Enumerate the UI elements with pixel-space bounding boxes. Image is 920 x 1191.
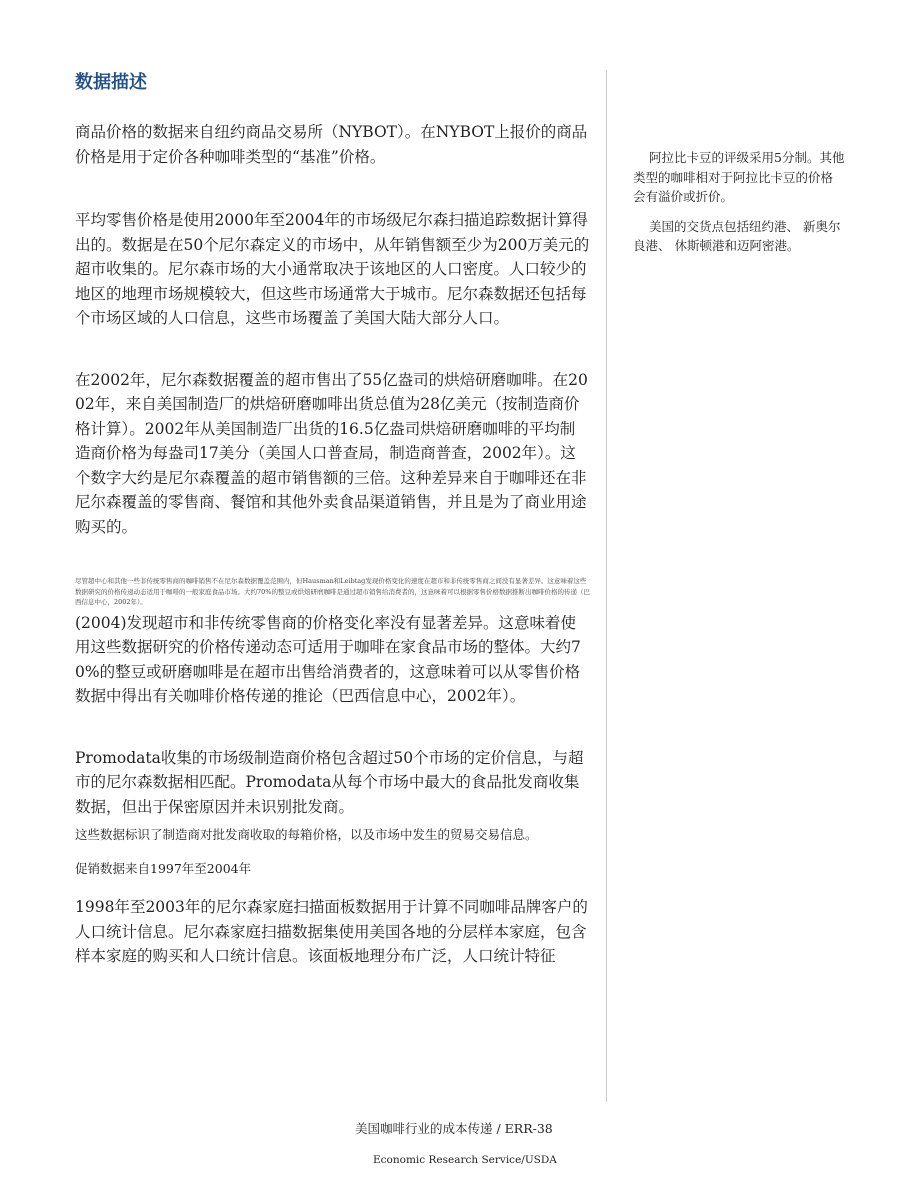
paragraph-household-panel: 1998年至2003年的尼尔森家庭扫描面板数据用于计算不同咖啡品牌客户的人口统计信息。尼尔森家庭扫描数据集使用美国各地的分层样本家庭，包含样本家庭的购买和人口统计信息。该面板地理分布广泛，人口统计特征	[75, 898, 588, 965]
paragraph-price-change: (2004)发现超市和非传统零售商的价格变化率没有显著差异。这意味着使用这些数据研究的价格传递动态可适用于咖啡在家食品市场的整体。大约70%的整豆或研磨咖啡是在超市出售给消费者的，这意味着可以从零售价格数据中得出有关咖啡价格传递的推论（巴西信息中心，2002年）。	[75, 613, 581, 705]
footer-report-title: 美国咖啡行业的成本传递 / ERR-38	[355, 1121, 553, 1136]
paragraph-promodata: Promodata收集的市场级制造商价格包含超过50个市场的定价信息，与超市的尼尔森数据相匹配。Promodata从每个市场中最大的食品批发商收集数据，但出于保密原因并未识别批发商。	[75, 748, 584, 816]
footnote: 尽管超中心和其他一些非传统零售商的咖啡销售不在尼尔森数据覆盖范围内，但Hausman和Leibtag发现价格变化的速度在超市和非传统零售商之间没有显著差异。这意味着这些数据研究的价格传递动态适用于咖啡的一般家庭食品市场。大约70%的整豆或烘焙研磨咖啡是通过超市销售给消费者的，这意味着可以根据零售价格数据推断出咖啡价格的传递（巴西信息中心，2002年）。	[75, 577, 590, 606]
column-divider	[606, 70, 607, 1102]
paragraph-coverage: 在2002年，尼尔森数据覆盖的超市售出了55亿盎司的烘焙研磨咖啡。在2002年，来自美国制造厂的烘焙研磨咖啡出货总值为28亿美元（按制造商价格计算）。2002年从美国制造厂出货的16.5亿盎司烘焙研磨咖啡的平均制造商价格为每盎司17美分（美国人口普查局，制造商普查，2002年）。这个数字大约是尼尔森覆盖的超市销售额的三倍。这种差异来自于咖啡还在非尼尔森覆盖的零售商、餐馆和其他外卖食品渠道销售，并且是为了商业用途购买的。	[75, 370, 588, 536]
paragraph-retail-prices: 平均零售价格是使用2000年至2004年的市场级尼尔森扫描追踪数据计算得出的。数据是在50个尼尔森定义的市场中，从年销售额至少为200万美元的超市收集的。尼尔森市场的大小通常取决于该地区的人口密度。人口较少的地区的地理市场规模较大，但这些市场通常大于城市。尼尔森数据还包括每个市场区域的人口信息，这些市场覆盖了美国大陆大部分人口。	[75, 211, 590, 327]
section-title: 数据描述	[75, 72, 147, 93]
paragraph-commodity-prices: 商品价格的数据来自纽约商品交易所（NYBOT）。在NYBOT上报价的商品价格是用于定价各种咖啡类型的“基准”价格。	[75, 123, 588, 166]
sidebar-note-delivery-ports: 美国的交货点包括纽约港、 新奥尔良港、 休斯顿港和迈阿密港。	[633, 218, 841, 253]
paragraph-case-price: 这些数据标识了制造商对批发商收取的每箱价格，以及市场中发生的贸易交易信息。	[75, 827, 538, 842]
sidebar-note-arabica: 阿拉比卡豆的评级采用5分制。其他类型的咖啡相对于阿拉比卡豆的价格会有溢价或折价。	[633, 150, 845, 204]
main-column	[75, 70, 590, 969]
footer-organization: Economic Research Service/USDA	[373, 1154, 557, 1166]
paragraph-promotion-data: 促销数据来自1997年至2004年	[75, 861, 252, 876]
sidebar-notes	[633, 148, 845, 266]
